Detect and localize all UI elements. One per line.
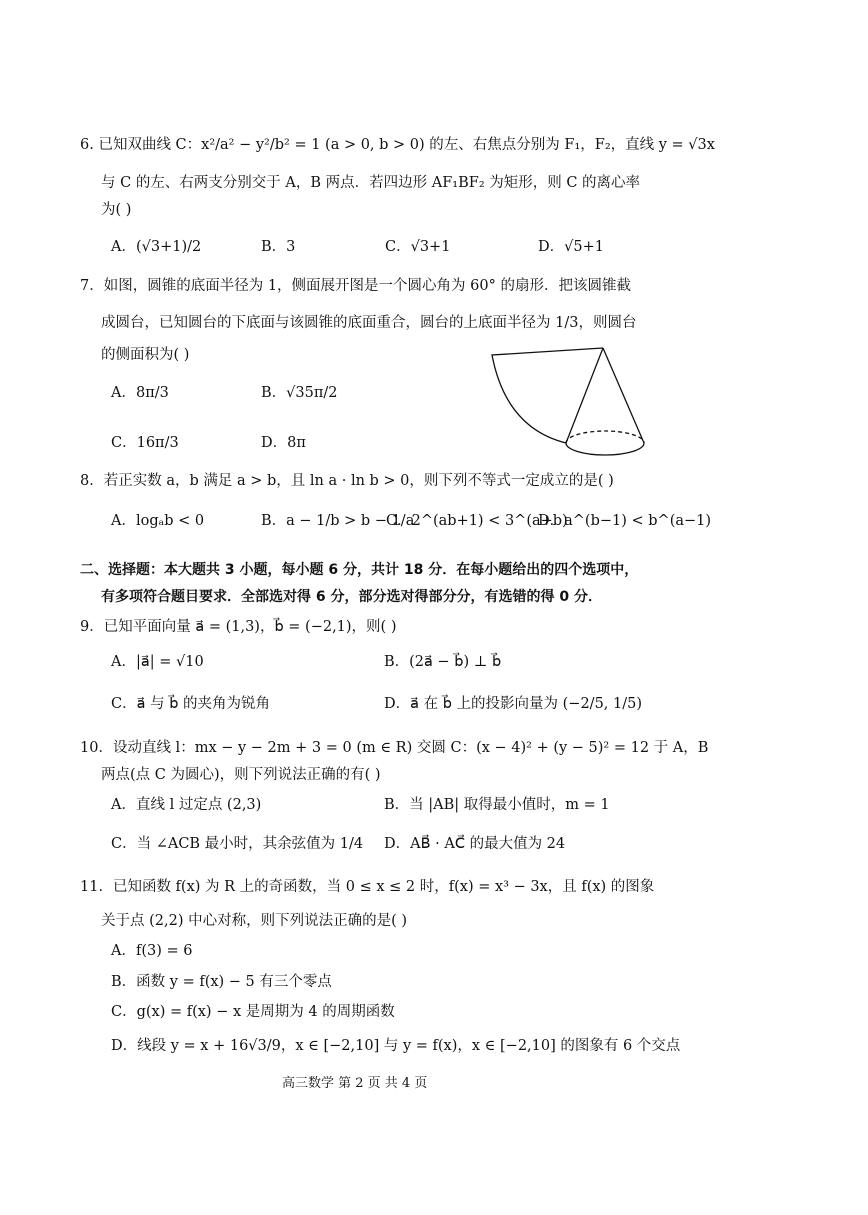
q11-stem-line2: 关于点 (2,2) 中心对称，则下列说法正确的是( ) bbox=[101, 913, 408, 929]
section2-heading-line1: 二、选择题：本大题共 3 小题，每小题 6 分，共计 18 分．在每小题给出的四个选项中， bbox=[80, 562, 639, 578]
q11-option-d: D．线段 y = x + 16√3/9，x ∈ [−2,10] 与 y = f(x)，x ∈ [−2,10] 的图象有 6 个交点 bbox=[111, 1038, 681, 1054]
q10-stem-line1: 10．设动直线 l：mx − y − 2m + 3 = 0 (m ∈ R) 交圆 C：(x − 4)² + (y − 5)² = 12 于 A，B bbox=[80, 740, 709, 756]
q8-option-b: B．a − 1/b > b − 1/a bbox=[261, 513, 415, 529]
q8-stem: 8．若正实数 a，b 满足 a > b，且 ln a · ln b > 0，则下列不等式一定成立的是( ) bbox=[80, 473, 614, 489]
q6-option-c: C．√3+1 bbox=[385, 239, 451, 255]
q10-option-b: B．当 |AB| 取得最小值时，m = 1 bbox=[384, 797, 610, 813]
q8-option-a: A．logₐb < 0 bbox=[111, 513, 205, 529]
q9-option-b: B．(2a⃗ − b⃗) ⊥ b⃗ bbox=[384, 654, 502, 670]
cone-base-back bbox=[566, 431, 644, 443]
q9-stem: 9．已知平面向量 a⃗ = (1,3)，b⃗ = (−2,1)，则( ) bbox=[80, 619, 397, 635]
q10-option-a: A．直线 l 过定点 (2,3) bbox=[111, 797, 262, 813]
q11-option-b: B．函数 y = f(x) − 5 有三个零点 bbox=[111, 974, 332, 990]
q10-stem-line2: 两点(点 C 为圆心)，则下列说法正确的有( ) bbox=[101, 767, 381, 783]
q9-option-c: C．a⃗ 与 b⃗ 的夹角为锐角 bbox=[111, 696, 271, 712]
q10-option-c: C．当 ∠ACB 最小时，其余弦值为 1/4 bbox=[111, 836, 364, 852]
q7-stem-line1: 7．如图，圆锥的底面半径为 1，侧面展开图是一个圆心角为 60° 的扇形．把该圆锥截 bbox=[80, 278, 631, 294]
q8-option-c: C．2^(ab+1) < 3^(a+b) bbox=[386, 513, 568, 529]
cone-base-front bbox=[566, 443, 644, 455]
q11-option-a: A．f(3) = 6 bbox=[111, 943, 193, 959]
q6-stem-line1: 6. 已知双曲线 C：x²/a² − y²/b² = 1 (a > 0, b > 0) 的左、右焦点分别为 F₁，F₂，直线 y = √3x bbox=[80, 137, 715, 153]
q6-stem-line2: 与 C 的左、右两支分别交于 A，B 两点．若四边形 AF₁BF₂ 为矩形，则 C 的离心率 bbox=[101, 175, 641, 191]
q7-stem-line3: 的侧面积为( ) bbox=[101, 347, 190, 363]
sector-outline bbox=[492, 348, 603, 443]
q9-option-a: A．|a⃗| = √10 bbox=[111, 654, 204, 670]
q6-option-d: D．√5+1 bbox=[538, 239, 604, 255]
q9-option-d: D．a⃗ 在 b⃗ 上的投影向量为 (−2/5, 1/5) bbox=[384, 696, 643, 712]
q10-option-d: D．AB⃗ · AC⃗ 的最大值为 24 bbox=[384, 836, 566, 852]
q7-option-b: B．√35π/2 bbox=[261, 385, 338, 401]
section2-heading-line2: 有多项符合题目要求．全部选对得 6 分，部分选对得部分分，有选错的得 0 分． bbox=[101, 589, 602, 605]
page-footer: 高三数学 第 2 页 共 4 页 bbox=[282, 1076, 428, 1091]
cone-right-edge bbox=[603, 348, 644, 443]
q6-option-b: B．3 bbox=[261, 239, 296, 255]
q7-option-d: D．8π bbox=[261, 435, 306, 451]
q8-option-d: D．a^(b−1) < b^(a−1) bbox=[538, 513, 712, 529]
q7-option-c: C．16π/3 bbox=[111, 435, 179, 451]
cone-left-edge bbox=[566, 348, 603, 443]
q11-option-c: C．g(x) = f(x) − x 是周期为 4 的周期函数 bbox=[111, 1004, 395, 1020]
cone-sector-figure bbox=[488, 343, 653, 468]
q6-stem-line3: 为( ) bbox=[101, 202, 132, 218]
q6-option-a: A．(√3+1)/2 bbox=[111, 239, 202, 255]
q7-option-a: A．8π/3 bbox=[111, 385, 169, 401]
q7-stem-line2: 成圆台，已知圆台的下底面与该圆锥的底面重合，圆台的上底面半径为 1/3，则圆台 bbox=[101, 315, 637, 331]
q11-stem-line1: 11．已知函数 f(x) 为 R 上的奇函数，当 0 ≤ x ≤ 2 时，f(x) = x³ − 3x，且 f(x) 的图象 bbox=[80, 879, 655, 895]
